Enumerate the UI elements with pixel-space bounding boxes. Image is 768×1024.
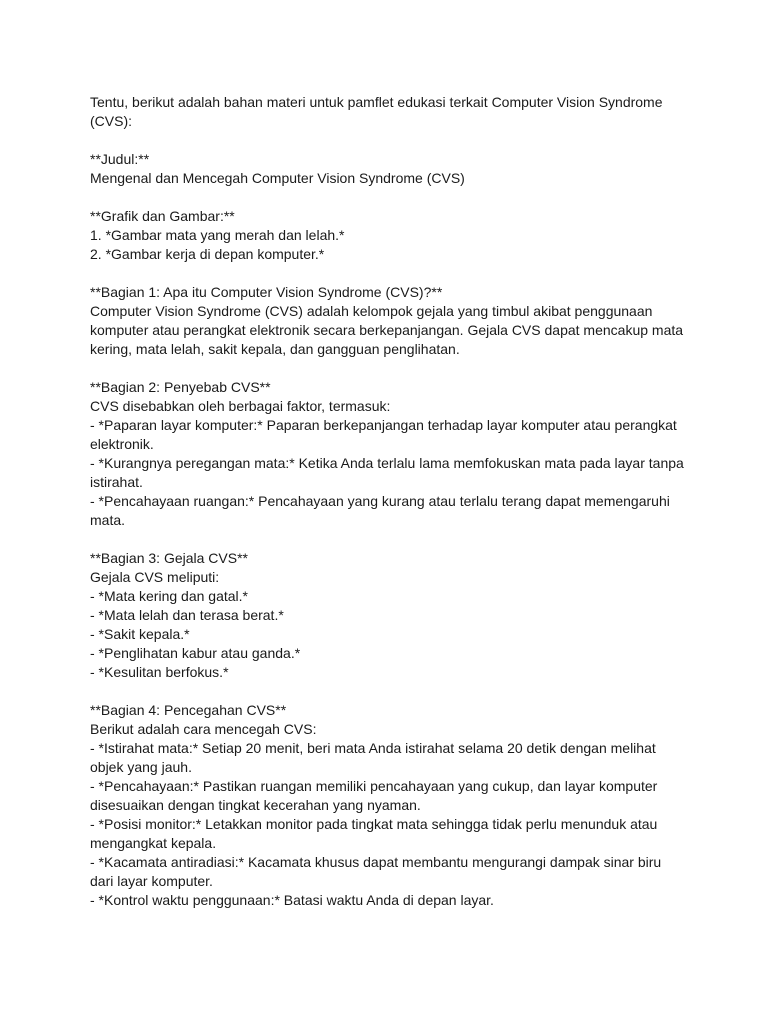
section-grafik [90, 207, 690, 264]
text-line: Berikut adalah cara mencegah CVS: [90, 721, 317, 737]
text-line: Tentu, berikut adalah bahan materi untuk pamflet edukasi terkait Computer Vision Syndrome [90, 94, 663, 110]
list-item: - *Kacamata antiradiasi:* Kacamata khusus dapat membantu mengurangi dampak sinar biru [90, 854, 662, 870]
intro-paragraph [90, 93, 690, 131]
list-item: - *Istirahat mata:* Setiap 20 menit, beri mata Anda istirahat selama 20 detik dengan melihat [90, 740, 656, 756]
list-item: - *Kesulitan berfokus.* [90, 664, 229, 680]
section-heading: **Bagian 3: Gejala CVS** [90, 550, 248, 566]
list-item: - *Mata lelah dan terasa berat.* [90, 607, 284, 623]
text-line: Gejala CVS meliputi: [90, 569, 220, 585]
section-bagian-4 [90, 701, 690, 910]
list-item: - *Kurangnya peregangan mata:* Ketika Anda terlalu lama memfokuskan mata pada layar tanpa [90, 455, 684, 471]
text-line: CVS disebabkan oleh berbagai faktor, termasuk: [90, 398, 391, 414]
list-item: - *Sakit kepala.* [90, 626, 190, 642]
text-line: Computer Vision Syndrome (CVS) adalah kelompok gejala yang timbul akibat penggunaan [90, 303, 653, 319]
paragraph-gap [90, 682, 690, 701]
text-line: elektronik. [90, 436, 154, 452]
text-line: Mengenal dan Mencegah Computer Vision Syndrome (CVS) [90, 170, 465, 186]
paragraph-gap [90, 359, 690, 378]
text-line: (CVS): [90, 113, 132, 129]
section-heading: **Grafik dan Gambar:** [90, 208, 235, 224]
list-item: - *Penglihatan kabur atau ganda.* [90, 645, 301, 661]
list-item: - *Pencahayaan ruangan:* Pencahayaan yang kurang atau terlalu terang dapat memengaruhi [90, 493, 670, 509]
section-bagian-2 [90, 378, 690, 530]
section-judul [90, 150, 690, 188]
list-item: - *Paparan layar komputer:* Paparan berkepanjangan terhadap layar komputer atau perangkat [90, 417, 677, 433]
section-heading: **Bagian 2: Penyebab CVS** [90, 379, 271, 395]
text-line: kering, mata lelah, sakit kepala, dan gangguan penglihatan. [90, 341, 460, 357]
text-line: disesuaikan dengan tingkat kecerahan yang nyaman. [90, 797, 421, 813]
list-item: - *Pencahayaan:* Pastikan ruangan memiliki pencahayaan yang cukup, dan layar komputer [90, 778, 658, 794]
text-line: dari layar komputer. [90, 873, 213, 889]
section-heading: **Bagian 4: Pencegahan CVS** [90, 702, 287, 718]
text-line: objek yang jauh. [90, 759, 192, 775]
list-item: 1. *Gambar mata yang merah dan lelah.* [90, 227, 345, 243]
list-item: 2. *Gambar kerja di depan komputer.* [90, 246, 325, 262]
section-heading: **Bagian 1: Apa itu Computer Vision Syndrome (CVS)?** [90, 284, 443, 300]
text-line: mata. [90, 512, 126, 528]
text-line: komputer atau perangkat elektronik secara berkepanjangan. Gejala CVS dapat mencakup mata [90, 322, 684, 338]
section-bagian-3 [90, 549, 690, 682]
paragraph-gap [90, 188, 690, 207]
list-item: - *Kontrol waktu penggunaan:* Batasi waktu Anda di depan layar. [90, 892, 494, 908]
section-bagian-1 [90, 283, 690, 359]
text-line: mengangkat kepala. [90, 835, 217, 851]
list-item: - *Posisi monitor:* Letakkan monitor pada tingkat mata sehingga tidak perlu menunduk atau [90, 816, 658, 832]
text-line: istirahat. [90, 474, 143, 490]
paragraph-gap [90, 530, 690, 549]
document-page [90, 93, 690, 910]
paragraph-gap [90, 131, 690, 150]
section-heading: **Judul:** [90, 151, 150, 167]
list-item: - *Mata kering dan gatal.* [90, 588, 248, 604]
paragraph-gap [90, 264, 690, 283]
